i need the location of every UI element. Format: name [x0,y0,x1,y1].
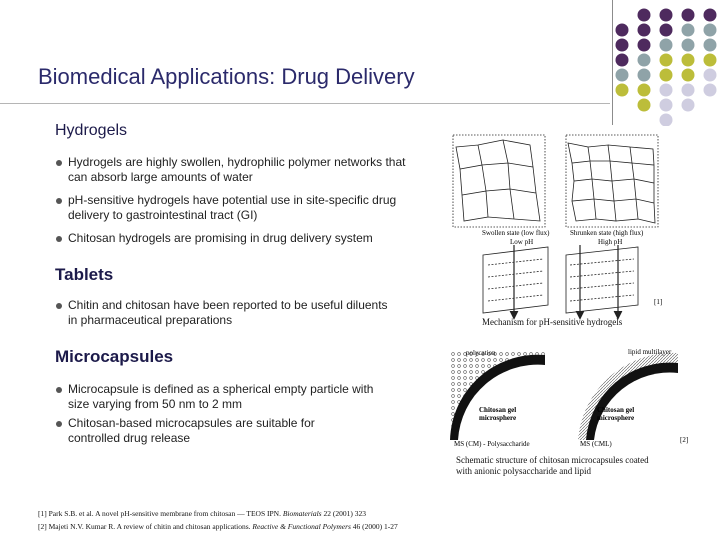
bullet-dot [56,421,62,427]
bullet-dot [56,198,62,204]
section-heading-microcapsules: Microcapsules [55,347,174,366]
section-heading-tablets: Tablets [55,265,114,284]
decorative-dot [704,54,717,67]
right-core-label: microsphere [597,414,635,422]
decorative-dot [704,69,717,82]
decorative-dot [616,84,629,97]
decorative-dot [682,39,695,52]
decorative-dot [660,69,673,82]
left-core-label: microsphere [479,414,517,422]
swollen-network-diagram [453,135,545,227]
decorative-dot [682,99,695,112]
bullet-dot [56,303,62,309]
bullet-item: Microcapsule is defined as a spherical empty particle with size varying from 50 nm to 2 mm [68,382,388,412]
decorative-dot [660,84,673,97]
reference-2: [2] Majeti N.V. Kumar R. A review of chitin and chitosan applications. Reactive & Functional Polymers 46 (2000) 1-27 [38,522,398,531]
decorative-dot [704,84,717,97]
bullet-item: pH-sensitive hydrogels have potential use in site-specific drug delivery to gastrointestinal tract (GI) [68,193,413,223]
shrunken-state-label: Shrunken state (high flux) [570,229,644,237]
decorative-dot [638,54,651,67]
decorative-dot [660,39,673,52]
bullet-dot [56,236,62,242]
lipid-multilayer-label: lipid multilayer [628,348,672,356]
polycation-label: polycation [466,349,496,357]
microcapsule-left-diagram [450,350,545,440]
reference-tag-1: [1] [654,298,663,306]
low-ph-label: Low pH [510,238,534,246]
decorative-dot [682,9,695,22]
decorative-dot [638,69,651,82]
microcapsule-caption-line: Schematic structure of chitosan microcapsules coated [456,455,649,465]
bullet-item: Chitosan hydrogels are promising in drug delivery system [68,231,413,246]
section-heading-hydrogels: Hydrogels [55,122,128,139]
decorative-dot [682,84,695,97]
decorative-dot [638,84,651,97]
hydrogel-mechanism-figure [448,125,670,325]
shrunken-network-diagram [566,135,658,227]
decorative-dot [682,69,695,82]
reference-tag-2: [2] [680,436,689,444]
decorative-dot [660,99,673,112]
bullet-dot [56,387,62,393]
bullet-item: Hydrogels are highly swollen, hydrophilic polymer networks that can absorb large amounts of water [68,155,413,185]
decorative-dot [704,9,717,22]
bullet-item: Chitin and chitosan have been reported to be useful diluents in pharmaceutical preparations [68,298,388,328]
decorative-dot [616,54,629,67]
decorative-dot [704,39,717,52]
left-bottom-label: MS (CM) - Polysaccharide [454,440,530,448]
decorative-dot [616,39,629,52]
high-ph-label: High pH [598,238,623,246]
reference-1: [1] Park S.B. et al. A novel pH-sensitive membrane from chitosan — TEOS IPN. Biomaterials 22 (2001) 323 [38,509,366,518]
decorative-dot [660,9,673,22]
bullet-item: Chitosan-based microcapsules are suitable for controlled drug release [68,416,358,446]
decorative-dot [682,24,695,37]
decorative-dot [616,69,629,82]
hydrogel-figure-caption: Mechanism for pH-sensitive hydrogels [482,317,623,327]
left-core-label: Chitosan gel [479,406,517,414]
decorative-dot [660,54,673,67]
decorative-dot-grid [608,6,720,126]
membrane-diagram-left [483,245,548,319]
slide-title: Biomedical Applications: Drug Delivery [38,64,415,89]
microcapsule-caption-line: with anionic polysaccharide and lipid [456,466,591,476]
decorative-dot [638,24,651,37]
bullet-dot [56,160,62,166]
decorative-dot [682,54,695,67]
microcapsule-right-diagram [578,350,678,440]
decorative-dot [638,9,651,22]
decorative-dot [704,24,717,37]
right-bottom-label: MS (CML) [580,440,612,448]
decorative-vertical-line [612,0,613,125]
decorative-dot [638,99,651,112]
decorative-dot [616,24,629,37]
right-core-label: Chitosan gel [597,406,635,414]
decorative-dot [660,24,673,37]
decorative-dot [638,39,651,52]
title-divider [0,103,610,104]
microcapsule-figure [450,345,680,445]
swollen-state-label: Swollen state (low flux) [482,229,550,237]
membrane-diagram-right [566,245,638,319]
